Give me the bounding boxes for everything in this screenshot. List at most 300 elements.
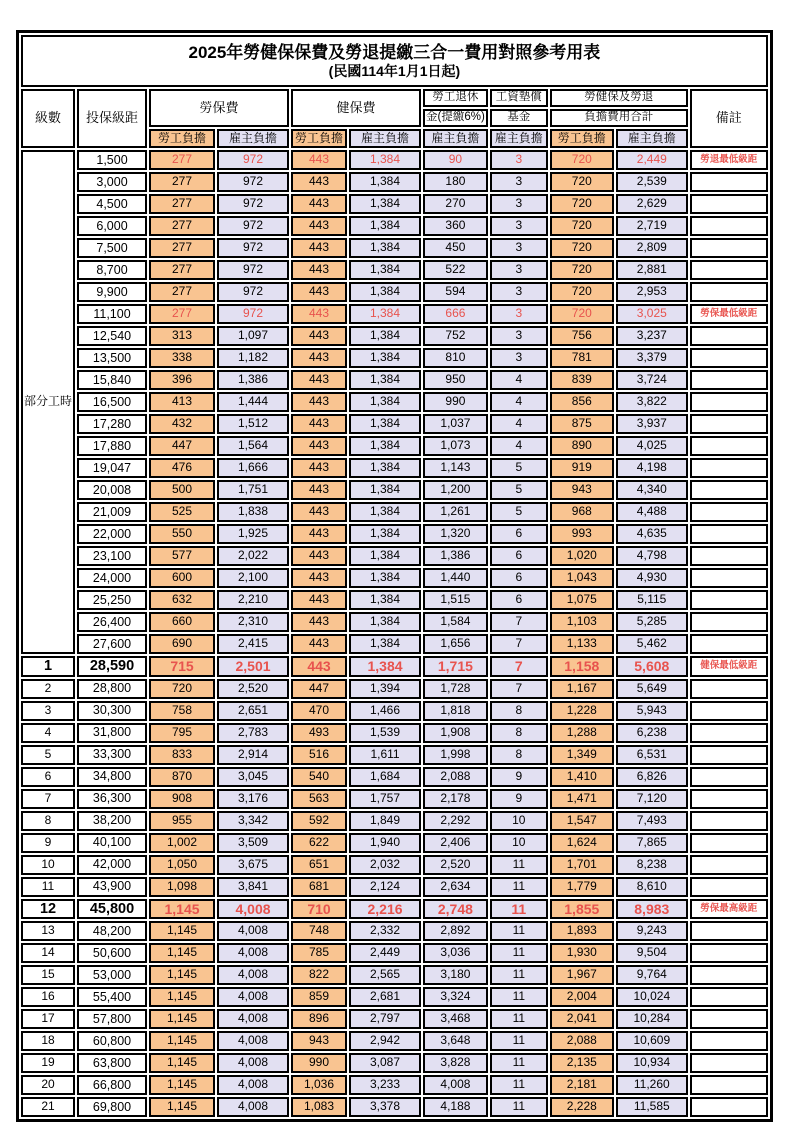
- cell-wage-fund-employer: 3: [490, 282, 548, 302]
- cell-remark: [690, 634, 768, 654]
- cell-pension-employer: 90: [423, 150, 488, 170]
- cell-health-employer: 1,849: [349, 811, 421, 831]
- subheader-total-employee: 勞工負擔: [550, 129, 614, 148]
- cell-pension-employer: 1,728: [423, 679, 488, 699]
- cell-total-employee: 720: [550, 172, 614, 192]
- cell-total-employee: 875: [550, 414, 614, 434]
- cell-labor-employee: 632: [149, 590, 215, 610]
- cell-total-employee: 919: [550, 458, 614, 478]
- cell-wage-fund-employer: 9: [490, 789, 548, 809]
- cell-health-employer: 1,384: [349, 304, 421, 324]
- cell-pension-employer: 3,180: [423, 965, 488, 985]
- cell-pension-employer: 2,292: [423, 811, 488, 831]
- table-row: [21, 480, 768, 500]
- table-row: [21, 921, 768, 941]
- table-row: [21, 833, 768, 853]
- cell-pension-employer: 666: [423, 304, 488, 324]
- page-subtitle: (民國114年1月1日起): [328, 62, 461, 79]
- subheader-labor-employee: 勞工負擔: [149, 129, 215, 148]
- cell-wage-fund-employer: 8: [490, 701, 548, 721]
- table-row: [21, 1031, 768, 1051]
- cell-wage-fund-employer: 4: [490, 436, 548, 456]
- cell-labor-employer: 3,176: [217, 789, 289, 809]
- cell-labor-employee: 277: [149, 216, 215, 236]
- cell-bracket: 1,500: [77, 150, 147, 170]
- cell-remark: [690, 811, 768, 831]
- cell-wage-fund-employer: 7: [490, 656, 548, 677]
- table-row: [21, 172, 768, 192]
- cell-total-employer: 9,504: [616, 943, 688, 963]
- table-row: [21, 899, 768, 920]
- cell-labor-employee: 313: [149, 326, 215, 346]
- cell-labor-employer: 1,564: [217, 436, 289, 456]
- cell-health-employer: 2,332: [349, 921, 421, 941]
- cell-level: 9: [21, 833, 75, 853]
- cell-bracket: 19,047: [77, 458, 147, 478]
- cell-pension-employer: 1,073: [423, 436, 488, 456]
- cell-total-employer: 2,809: [616, 238, 688, 258]
- cell-total-employee: 720: [550, 304, 614, 324]
- cell-labor-employee: 447: [149, 436, 215, 456]
- cell-health-employee: 681: [291, 877, 347, 897]
- cell-bracket: 60,800: [77, 1031, 147, 1051]
- header-pension-line2: 金(提繳6%): [423, 109, 488, 127]
- cell-pension-employer: 3,036: [423, 943, 488, 963]
- cell-pension-employer: 3,324: [423, 987, 488, 1007]
- cell-health-employer: 3,087: [349, 1053, 421, 1073]
- page-title: 2025年勞健保保費及勞退提繳三合一費用對照參考用表: [188, 43, 601, 63]
- cell-total-employee: 720: [550, 194, 614, 214]
- cell-pension-employer: 2,892: [423, 921, 488, 941]
- cell-bracket: 50,600: [77, 943, 147, 963]
- cell-labor-employer: 972: [217, 194, 289, 214]
- cell-health-employer: 1,384: [349, 480, 421, 500]
- cell-health-employer: 1,384: [349, 502, 421, 522]
- cell-health-employee: 1,083: [291, 1097, 347, 1117]
- table-row: [21, 458, 768, 478]
- cell-health-employee: 443: [291, 546, 347, 566]
- cell-labor-employee: 1,145: [149, 1097, 215, 1117]
- cell-level: 13: [21, 921, 75, 941]
- cell-labor-employee: 500: [149, 480, 215, 500]
- cell-health-employer: 1,611: [349, 745, 421, 765]
- cell-health-employee: 822: [291, 965, 347, 985]
- cell-wage-fund-employer: 7: [490, 612, 548, 632]
- cell-health-employer: 1,384: [349, 370, 421, 390]
- fee-table: [19, 33, 770, 1119]
- cell-health-employee: 447: [291, 679, 347, 699]
- cell-remark: [690, 392, 768, 412]
- cell-bracket: 28,800: [77, 679, 147, 699]
- cell-bracket: 55,400: [77, 987, 147, 1007]
- cell-labor-employee: 277: [149, 260, 215, 280]
- cell-total-employee: 1,624: [550, 833, 614, 853]
- cell-health-employee: 443: [291, 150, 347, 170]
- cell-total-employer: 7,493: [616, 811, 688, 831]
- cell-total-employee: 1,349: [550, 745, 614, 765]
- cell-remark: [690, 414, 768, 434]
- cell-health-employer: 1,940: [349, 833, 421, 853]
- cell-total-employee: 839: [550, 370, 614, 390]
- cell-bracket: 40,100: [77, 833, 147, 853]
- cell-pension-employer: 522: [423, 260, 488, 280]
- cell-wage-fund-employer: 3: [490, 348, 548, 368]
- cell-remark: [690, 370, 768, 390]
- cell-wage-fund-employer: 6: [490, 590, 548, 610]
- subheader-health-employer: 雇主負擔: [349, 129, 421, 148]
- cell-health-employer: 1,384: [349, 568, 421, 588]
- cell-total-employee: 1,967: [550, 965, 614, 985]
- cell-labor-employee: 396: [149, 370, 215, 390]
- cell-labor-employee: 277: [149, 282, 215, 302]
- cell-labor-employee: 432: [149, 414, 215, 434]
- table-row: [21, 216, 768, 236]
- cell-remark: [690, 348, 768, 368]
- cell-total-employee: 856: [550, 392, 614, 412]
- cell-health-employee: 859: [291, 987, 347, 1007]
- cell-wage-fund-employer: 11: [490, 899, 548, 920]
- cell-health-employee: 443: [291, 634, 347, 654]
- cell-remark: [690, 1053, 768, 1073]
- cell-bracket: 43,900: [77, 877, 147, 897]
- cell-labor-employer: 4,008: [217, 943, 289, 963]
- cell-health-employer: 1,384: [349, 436, 421, 456]
- cell-level: 18: [21, 1031, 75, 1051]
- cell-wage-fund-employer: 3: [490, 216, 548, 236]
- subheader-labor-employer: 雇主負擔: [217, 129, 289, 148]
- table-row: [21, 348, 768, 368]
- cell-total-employee: 1,410: [550, 767, 614, 787]
- cell-health-employee: 785: [291, 943, 347, 963]
- cell-labor-employee: 1,145: [149, 965, 215, 985]
- cell-bracket: 16,500: [77, 392, 147, 412]
- cell-total-employee: 1,893: [550, 921, 614, 941]
- cell-wage-fund-employer: 9: [490, 767, 548, 787]
- table-row: [21, 723, 768, 743]
- cell-pension-employer: 1,320: [423, 524, 488, 544]
- cell-health-employer: 3,378: [349, 1097, 421, 1117]
- cell-labor-employer: 3,342: [217, 811, 289, 831]
- cell-total-employer: 3,937: [616, 414, 688, 434]
- cell-health-employer: 1,384: [349, 458, 421, 478]
- cell-wage-fund-employer: 6: [490, 546, 548, 566]
- cell-remark: [690, 679, 768, 699]
- cell-labor-employer: 972: [217, 260, 289, 280]
- cell-labor-employer: 4,008: [217, 1031, 289, 1051]
- cell-remark: [690, 524, 768, 544]
- cell-labor-employer: 2,022: [217, 546, 289, 566]
- cell-health-employee: 443: [291, 238, 347, 258]
- cell-health-employer: 1,384: [349, 260, 421, 280]
- cell-remark: [690, 745, 768, 765]
- cell-labor-employer: 1,097: [217, 326, 289, 346]
- cell-wage-fund-employer: 4: [490, 414, 548, 434]
- cell-labor-employee: 1,145: [149, 899, 215, 920]
- cell-health-employer: 2,797: [349, 1009, 421, 1029]
- cell-wage-fund-employer: 3: [490, 260, 548, 280]
- table-row: [21, 436, 768, 456]
- cell-labor-employer: 1,182: [217, 348, 289, 368]
- cell-total-employer: 10,284: [616, 1009, 688, 1029]
- cell-health-employee: 443: [291, 414, 347, 434]
- cell-wage-fund-employer: 3: [490, 326, 548, 346]
- cell-bracket: 17,280: [77, 414, 147, 434]
- cell-labor-employee: 1,145: [149, 1009, 215, 1029]
- cell-health-employee: 1,036: [291, 1075, 347, 1095]
- cell-remark: [690, 216, 768, 236]
- cell-labor-employee: 1,145: [149, 921, 215, 941]
- cell-total-employer: 10,609: [616, 1031, 688, 1051]
- cell-wage-fund-employer: 11: [490, 1075, 548, 1095]
- table-row: [21, 679, 768, 699]
- cell-wage-fund-employer: 11: [490, 1097, 548, 1117]
- subheader-pension-employer: 雇主負擔: [423, 129, 488, 148]
- cell-level: 8: [21, 811, 75, 831]
- table-row: [21, 326, 768, 346]
- cell-health-employee: 990: [291, 1053, 347, 1073]
- cell-labor-employer: 972: [217, 172, 289, 192]
- header-pension-line1: 勞工退休: [423, 89, 488, 107]
- table-row: [21, 656, 768, 677]
- cell-health-employee: 943: [291, 1031, 347, 1051]
- cell-pension-employer: 450: [423, 238, 488, 258]
- cell-health-employee: 443: [291, 282, 347, 302]
- table-row: [21, 238, 768, 258]
- cell-health-employee: 443: [291, 194, 347, 214]
- cell-level: 4: [21, 723, 75, 743]
- cell-remark: [690, 436, 768, 456]
- table-row: [21, 1009, 768, 1029]
- cell-level: 1: [21, 656, 75, 677]
- cell-health-employer: 1,384: [349, 216, 421, 236]
- cell-total-employer: 8,983: [616, 899, 688, 920]
- cell-pension-employer: 180: [423, 172, 488, 192]
- cell-total-employer: 4,488: [616, 502, 688, 522]
- cell-bracket: 63,800: [77, 1053, 147, 1073]
- header-wage-fund-line2: 基金: [490, 109, 548, 127]
- cell-total-employer: 6,826: [616, 767, 688, 787]
- cell-labor-employee: 277: [149, 194, 215, 214]
- cell-wage-fund-employer: 11: [490, 855, 548, 875]
- cell-pension-employer: 752: [423, 326, 488, 346]
- table-row: [21, 392, 768, 412]
- cell-pension-employer: 1,143: [423, 458, 488, 478]
- cell-total-employer: 9,764: [616, 965, 688, 985]
- cell-total-employee: 2,181: [550, 1075, 614, 1095]
- cell-total-employee: 720: [550, 150, 614, 170]
- cell-bracket: 21,009: [77, 502, 147, 522]
- cell-health-employer: 1,466: [349, 701, 421, 721]
- cell-wage-fund-employer: 11: [490, 1031, 548, 1051]
- cell-health-employer: 2,681: [349, 987, 421, 1007]
- cell-total-employee: 1,133: [550, 634, 614, 654]
- cell-health-employer: 3,233: [349, 1075, 421, 1095]
- cell-pension-employer: 990: [423, 392, 488, 412]
- cell-remark: [690, 612, 768, 632]
- cell-total-employer: 9,243: [616, 921, 688, 941]
- cell-pension-employer: 270: [423, 194, 488, 214]
- cell-health-employee: 443: [291, 304, 347, 324]
- cell-labor-employee: 955: [149, 811, 215, 831]
- cell-health-employee: 540: [291, 767, 347, 787]
- subheader-health-employee: 勞工負擔: [291, 129, 347, 148]
- cell-bracket: 12,540: [77, 326, 147, 346]
- table-row: [21, 987, 768, 1007]
- table-row: [21, 370, 768, 390]
- cell-labor-employer: 2,501: [217, 656, 289, 677]
- cell-wage-fund-employer: 3: [490, 150, 548, 170]
- cell-total-employer: 2,629: [616, 194, 688, 214]
- header-remark: 備註: [690, 89, 768, 148]
- cell-pension-employer: 4,188: [423, 1097, 488, 1117]
- cell-pension-employer: 950: [423, 370, 488, 390]
- cell-wage-fund-employer: 7: [490, 679, 548, 699]
- cell-total-employer: 2,539: [616, 172, 688, 192]
- cell-wage-fund-employer: 4: [490, 392, 548, 412]
- cell-remark: 勞保最高級距: [690, 899, 768, 920]
- cell-health-employee: 443: [291, 590, 347, 610]
- cell-labor-employer: 1,386: [217, 370, 289, 390]
- cell-pension-employer: 1,584: [423, 612, 488, 632]
- cell-health-employer: 1,384: [349, 238, 421, 258]
- cell-labor-employee: 413: [149, 392, 215, 412]
- cell-total-employer: 11,260: [616, 1075, 688, 1095]
- cell-level: 20: [21, 1075, 75, 1095]
- cell-level: 7: [21, 789, 75, 809]
- cell-total-employee: 890: [550, 436, 614, 456]
- cell-bracket: 8,700: [77, 260, 147, 280]
- cell-total-employee: 720: [550, 238, 614, 258]
- cell-bracket: 4,500: [77, 194, 147, 214]
- cell-health-employee: 443: [291, 216, 347, 236]
- cell-pension-employer: 1,440: [423, 568, 488, 588]
- cell-bracket: 22,000: [77, 524, 147, 544]
- cell-labor-employer: 1,838: [217, 502, 289, 522]
- cell-total-employee: 1,075: [550, 590, 614, 610]
- cell-total-employee: 1,167: [550, 679, 614, 699]
- cell-health-employee: 443: [291, 436, 347, 456]
- cell-total-employer: 11,585: [616, 1097, 688, 1117]
- header-total-line2: 負擔費用合計: [550, 109, 688, 127]
- cell-pension-employer: 1,200: [423, 480, 488, 500]
- cell-pension-employer: 2,088: [423, 767, 488, 787]
- cell-total-employee: 1,930: [550, 943, 614, 963]
- cell-remark: [690, 701, 768, 721]
- table-row: [21, 414, 768, 434]
- cell-health-employee: 443: [291, 656, 347, 677]
- cell-wage-fund-employer: 5: [490, 458, 548, 478]
- cell-pension-employer: 3,468: [423, 1009, 488, 1029]
- cell-health-employer: 1,384: [349, 150, 421, 170]
- cell-pension-employer: 2,748: [423, 899, 488, 920]
- cell-labor-employee: 690: [149, 634, 215, 654]
- cell-total-employer: 6,531: [616, 745, 688, 765]
- cell-labor-employee: 870: [149, 767, 215, 787]
- cell-labor-employer: 1,925: [217, 524, 289, 544]
- cell-health-employee: 443: [291, 326, 347, 346]
- cell-health-employee: 651: [291, 855, 347, 875]
- cell-bracket: 69,800: [77, 1097, 147, 1117]
- cell-wage-fund-employer: 10: [490, 833, 548, 853]
- cell-labor-employer: 2,651: [217, 701, 289, 721]
- cell-remark: [690, 194, 768, 214]
- cell-level: 15: [21, 965, 75, 985]
- cell-total-employer: 2,953: [616, 282, 688, 302]
- table-row: [21, 877, 768, 897]
- cell-labor-employee: 476: [149, 458, 215, 478]
- cell-health-employer: 1,384: [349, 634, 421, 654]
- cell-pension-employer: 1,908: [423, 723, 488, 743]
- cell-bracket: 20,008: [77, 480, 147, 500]
- table-row: [21, 855, 768, 875]
- cell-total-employee: 2,041: [550, 1009, 614, 1029]
- table-row: [21, 634, 768, 654]
- cell-total-employee: 1,547: [550, 811, 614, 831]
- cell-bracket: 33,300: [77, 745, 147, 765]
- cell-labor-employee: 550: [149, 524, 215, 544]
- cell-total-employer: 4,635: [616, 524, 688, 544]
- cell-health-employer: 1,384: [349, 546, 421, 566]
- cell-labor-employee: 277: [149, 150, 215, 170]
- table-row: [21, 194, 768, 214]
- cell-pension-employer: 594: [423, 282, 488, 302]
- cell-labor-employer: 2,210: [217, 590, 289, 610]
- cell-total-employee: 1,020: [550, 546, 614, 566]
- cell-labor-employee: 1,145: [149, 943, 215, 963]
- cell-pension-employer: 360: [423, 216, 488, 236]
- cell-total-employer: 2,719: [616, 216, 688, 236]
- cell-total-employee: 2,088: [550, 1031, 614, 1051]
- table-row: [21, 590, 768, 610]
- cell-bracket: 3,000: [77, 172, 147, 192]
- cell-health-employee: 896: [291, 1009, 347, 1029]
- cell-total-employer: 3,379: [616, 348, 688, 368]
- cell-pension-employer: 2,178: [423, 789, 488, 809]
- cell-labor-employer: 4,008: [217, 987, 289, 1007]
- table-row: [21, 811, 768, 831]
- cell-pension-employer: 2,634: [423, 877, 488, 897]
- cell-total-employer: 5,462: [616, 634, 688, 654]
- cell-total-employee: 2,004: [550, 987, 614, 1007]
- cell-labor-employer: 4,008: [217, 921, 289, 941]
- cell-total-employer: 7,865: [616, 833, 688, 853]
- cell-remark: [690, 172, 768, 192]
- cell-labor-employee: 277: [149, 238, 215, 258]
- cell-level: 14: [21, 943, 75, 963]
- cell-level: 3: [21, 701, 75, 721]
- cell-pension-employer: 1,386: [423, 546, 488, 566]
- cell-total-employer: 8,238: [616, 855, 688, 875]
- cell-labor-employee: 1,145: [149, 1075, 215, 1095]
- cell-labor-employee: 758: [149, 701, 215, 721]
- subheader-wage-fund-employer: 雇主負擔: [490, 129, 548, 148]
- cell-health-employee: 516: [291, 745, 347, 765]
- cell-labor-employee: 795: [149, 723, 215, 743]
- cell-wage-fund-employer: 6: [490, 524, 548, 544]
- cell-health-employer: 1,757: [349, 789, 421, 809]
- cell-labor-employee: 1,050: [149, 855, 215, 875]
- cell-total-employee: 1,228: [550, 701, 614, 721]
- cell-total-employer: 5,608: [616, 656, 688, 677]
- cell-labor-employee: 720: [149, 679, 215, 699]
- cell-wage-fund-employer: 8: [490, 745, 548, 765]
- cell-wage-fund-employer: 11: [490, 877, 548, 897]
- cell-health-employee: 748: [291, 921, 347, 941]
- cell-remark: [690, 1097, 768, 1117]
- cell-total-employer: 10,024: [616, 987, 688, 1007]
- cell-wage-fund-employer: 11: [490, 987, 548, 1007]
- cell-bracket: 36,300: [77, 789, 147, 809]
